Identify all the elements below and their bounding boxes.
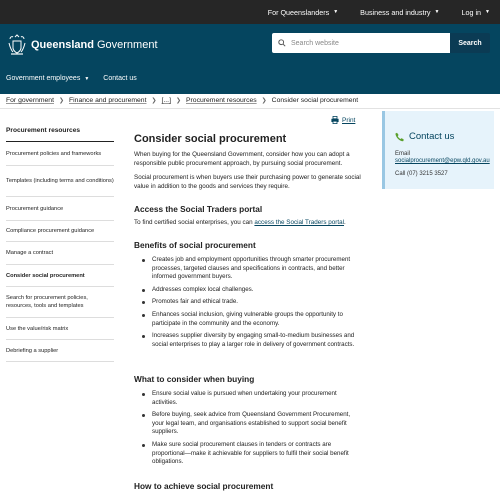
portal-paragraph [134,219,364,228]
contact-email-link[interactable]: socialprocurement@epw.qld.gov.au [395,158,490,164]
breadcrumb-item[interactable]: For government [6,97,54,104]
breadcrumb-item[interactable]: [...] [161,97,171,104]
email-label: Email [395,151,411,157]
consider-list [140,390,362,467]
chevron-down-icon: ▼ [434,9,440,15]
heading-consider: What to consider when buying [134,374,255,384]
top-utility-bar [0,0,500,24]
contact-title [395,131,494,142]
main-nav [6,75,151,82]
search-input[interactable] [272,33,450,53]
sidebar-item-guidance[interactable]: Procurement guidance [6,197,114,221]
page-title: Consider social procurement [134,133,287,145]
chevron-right-icon: ❯ [175,98,181,104]
site-header [0,24,500,94]
topbar-label: Log in [461,7,482,17]
nav-contact-us[interactable] [103,75,136,82]
list-item: Before buying, seek advice from Queensland Government Procurement, your legal team, and organisations established to support social benefit suppliers. [140,411,362,437]
sidebar-item-compliance[interactable]: Compliance procurement guidance [6,221,114,242]
nav-label: Contact us [103,75,137,82]
portal-text: To find certified social enterprises, you can [134,219,255,226]
topbar-for-queenslanders[interactable] [268,8,338,17]
heading-how: How to achieve social procurement [134,481,274,491]
list-item: Enhances social inclusion, giving vulnerable groups the opportunity to participate in the community and the economy. [140,311,362,328]
heading-portal: Access the Social Traders portal [134,204,263,214]
sidebar-item-search-resources[interactable]: Search for procurement policies, resources, tools and templates [6,287,114,318]
sidebar-heading[interactable]: Procurement resources [6,127,114,142]
topbar-business-industry[interactable] [360,8,439,17]
intro-paragraph: When buying for the Queensland Government, consider how you can adopt a responsible public procurement approach, by pursuing social procurement. [134,151,350,167]
contact-title-text: Contact us [409,131,455,142]
topbar-label: For Queenslanders [267,7,330,17]
chevron-down-icon: ▼ [84,75,90,82]
chevron-right-icon: ❯ [58,98,65,104]
print-label: Print [342,116,356,124]
list-item: Ensure social value is pursued when undertaking your procurement activities. [140,390,362,407]
chevron-down-icon: ▼ [333,9,339,15]
topbar-label: Business and industry [360,7,431,17]
list-item: Promotes fair and ethical trade. [140,298,362,307]
social-traders-link[interactable]: access the Social Traders portal [254,219,345,226]
phone-icon [395,132,405,142]
site-logo[interactable] [7,34,158,56]
heading-benefits: Benefits of social procurement [134,240,256,250]
logo-brand: Queensland [31,39,94,51]
sidebar-item-debriefing[interactable]: Debriefing a supplier [6,340,114,362]
breadcrumb-current: Consider social procurement [271,97,359,104]
sidebar-item-policies[interactable]: Procurement policies and frameworks [6,142,114,166]
benefits-list [140,256,362,349]
print-link[interactable] [331,116,355,124]
chevron-right-icon: ❯ [151,98,157,104]
sidebar-item-templates[interactable]: Templates (including terms and conditions) [6,166,114,197]
sidebar-item-social-procurement[interactable]: Consider social procurement [6,265,114,287]
list-item: Addresses complex local challenges. [140,286,362,295]
list-item: Make sure social procurement clauses in tenders or contracts are proportional—make it achievable for suppliers to fulfil their social benefit obligations. [140,441,362,467]
sidebar-item-value-risk[interactable]: Use the value/risk matrix [6,318,114,340]
contact-phone: Call (07) 3215 3527 [395,171,448,177]
search-placeholder: Search website [291,39,339,47]
search-form [272,33,490,53]
breadcrumb-item[interactable]: Finance and procurement [69,97,147,104]
nav-label: Government employees [6,75,81,82]
chevron-right-icon: ❯ [261,98,267,104]
breadcrumb-item[interactable]: Procurement resources [186,97,257,104]
printer-icon [331,116,339,124]
breadcrumb [6,97,358,104]
sidebar-item-manage-contract[interactable]: Manage a contract [6,242,114,265]
portal-text: . [344,219,346,226]
logo-suffix: Government [96,39,158,51]
intro-paragraph: Social procurement is when buyers use their purchasing power to generate social value in addition to the goods and services they require. [134,174,361,190]
list-item: Increases supplier diversity by engaging small-to-medium businesses and social enterprises to play a larger role in delivery of government contracts. [140,332,362,349]
sidebar-nav [6,127,114,362]
coat-of-arms-icon [7,34,27,56]
topbar-log-in[interactable] [461,8,490,17]
nav-government-employees[interactable] [6,75,89,82]
search-button[interactable]: Search [450,33,490,53]
divider [0,108,500,109]
list-item: Creates job and employment opportunities through smarter procurement processes, targeted clauses and specifications in contracts, and better informed government buyers. [140,256,362,282]
search-icon [278,39,286,47]
contact-box [382,111,494,189]
chevron-down-icon: ▼ [485,9,490,15]
